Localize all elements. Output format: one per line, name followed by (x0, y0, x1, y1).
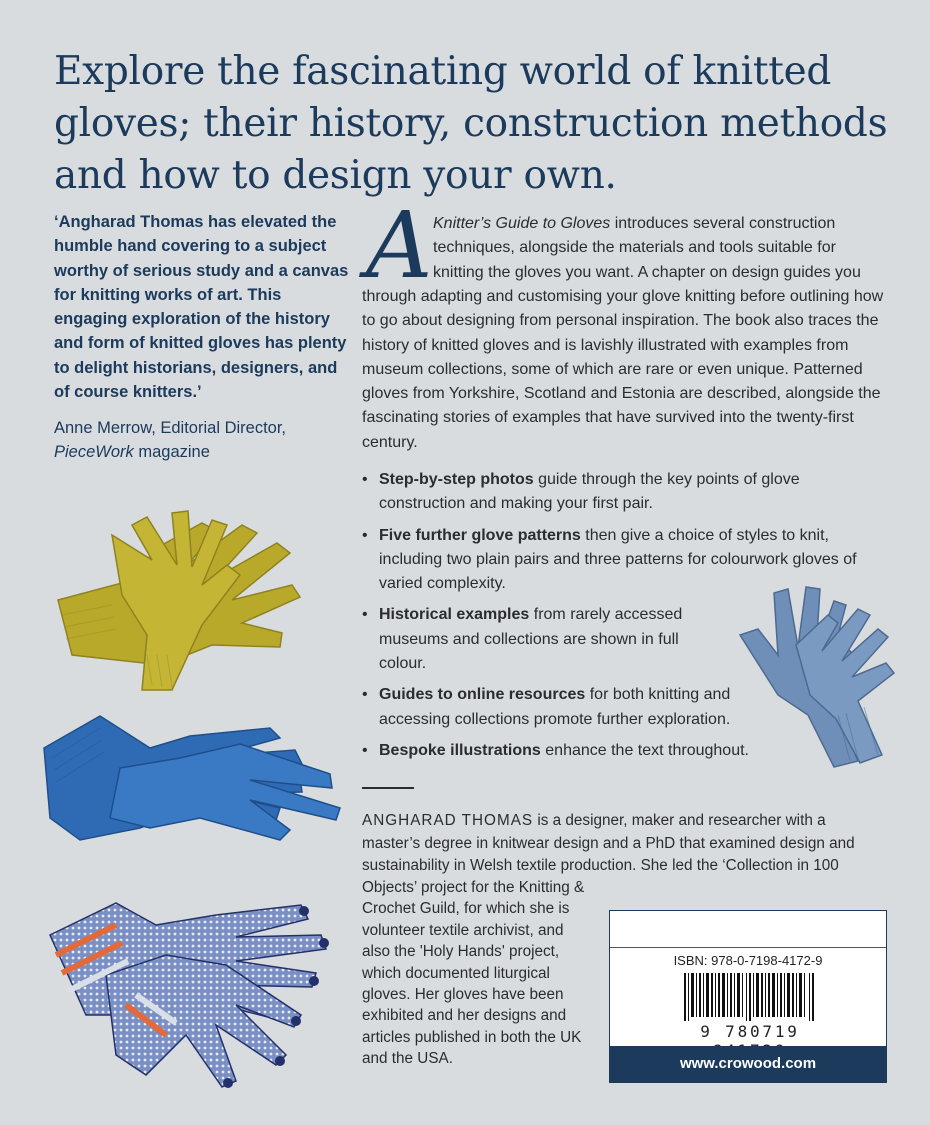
author-bio (362, 810, 887, 878)
author-bio-continued: Objects’ project for the Knitting & Crochet Guild, for which she is volunteer textile archivist, and also the 'Holy Hands' project, which documented liturgical gloves. Her gloves have been exhibited and her designs and articles published in both the UK and the USA. (362, 879, 585, 1068)
barcode-panel (609, 910, 887, 1083)
barcode-digits: 9 780719 (700, 1022, 800, 1041)
intro-first-part: introduces several construction techniques, alongside the materials and tools suitable for knitting the gloves you want. A chapter on design guides you (433, 215, 861, 281)
feature-text: guide through the key points of glove construction and making your first pair. (379, 471, 800, 513)
barcode-icon (684, 973, 816, 1021)
feature-bold: Guides to online resources (379, 686, 586, 704)
quote-publication-suffix: magazine (133, 443, 210, 461)
blue-gloves-image (40, 708, 350, 848)
feature-bold: Five further glove patterns (379, 526, 581, 544)
yellow-gloves-image (52, 505, 352, 695)
book-title: Knitter’s Guide to Gloves (433, 215, 611, 232)
greyblue-gloves-image (738, 585, 906, 770)
author-name: ANGHARAD THOMAS (362, 812, 534, 829)
intro-body: through adapting and customising your glove knitting before outlining how to go about designing from personal inspiration. The book also traces the history of knitted gloves and is lavishly illustrated with examples from museum collections, some of which are rare or even unique. Patterned gloves from Yorkshire, Scotland and Estonia are described, alongside the fascinating stories of examples that have survived into the twenty-first century. (362, 288, 884, 451)
quote-attribution (54, 416, 354, 464)
feature-text: then give a choice of styles to knit, including two plain pairs and three patterns for colourwork gloves of varied complexity. (379, 526, 857, 593)
price-band (610, 911, 886, 948)
quote-author: Anne Merrow, Editorial Director, (54, 419, 287, 437)
colourwork-gloves-image (46, 895, 336, 1090)
headline: Explore the fascinating world of knitted gloves; their history, construction methods and how to design your own. (54, 49, 888, 198)
feature-bold: Step-by-step photos (379, 471, 534, 488)
feature-bold: Historical examples (379, 606, 530, 624)
divider-rule (362, 787, 414, 789)
quote-publication: PieceWork (54, 443, 134, 461)
isbn-label: ISBN: 978-0-7198-4172-9 (673, 953, 823, 968)
drop-cap: A (366, 192, 433, 299)
feature-text: enhance the text throughout. (540, 741, 749, 759)
feature-bold: Bespoke illustrations (379, 741, 541, 759)
feature-text: for both knitting and accessing collections promote further exploration. (379, 686, 731, 728)
feature-text: from rarely accessed museums and collections are shown in full colour. (379, 606, 683, 673)
publisher-website: www.crowood.com (610, 1046, 886, 1082)
intro-first-lines (433, 212, 883, 285)
review-quote: ‘Angharad Thomas has elevated the humble hand covering to a subject worthy of serious study and a canvas for knitting works of art. This engaging exploration of the history and form of knitted gloves has plenty to delight historians, designers, and of course knitters.’ (54, 213, 349, 402)
feature-item (362, 468, 862, 517)
author-bio-text: is a designer, maker and researcher with a master’s degree in knitwear design and a PhD that examined design and sustainability in Welsh textile production. She led the ‘Collection in 100 (362, 812, 855, 875)
